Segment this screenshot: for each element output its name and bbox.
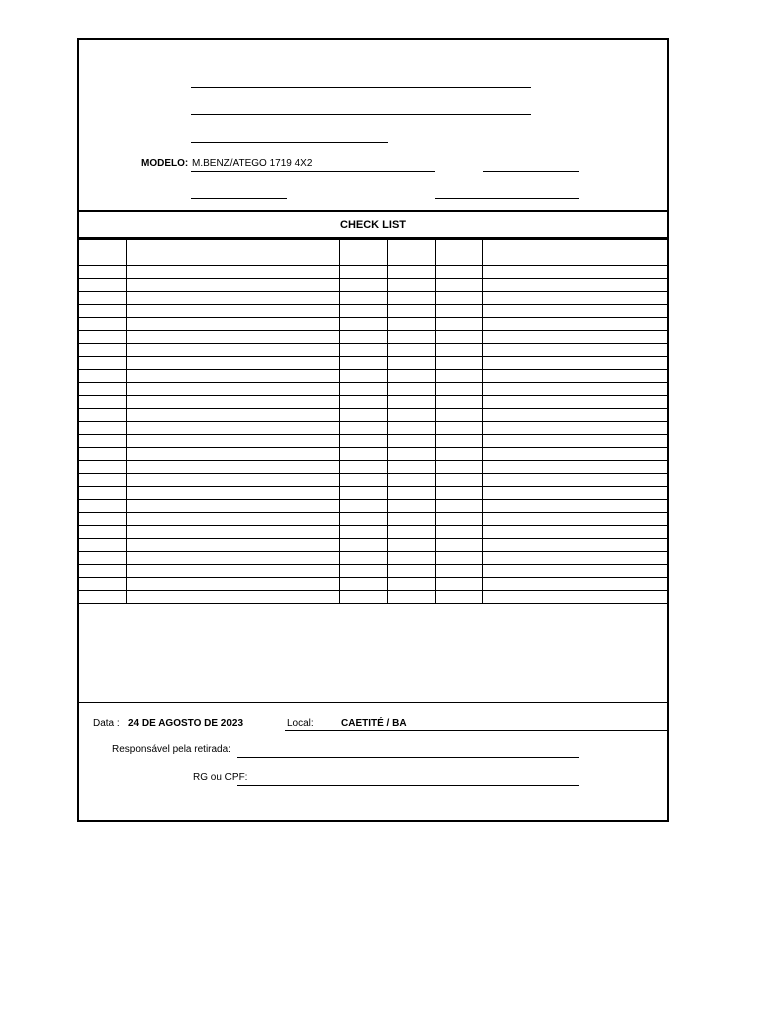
checklist-row	[79, 448, 667, 461]
checklist-cell[interactable]	[482, 500, 667, 513]
checklist-cell[interactable]	[387, 357, 435, 370]
checklist-row	[79, 396, 667, 409]
checklist-cell[interactable]	[387, 409, 435, 422]
checklist-cell[interactable]	[387, 383, 435, 396]
checklist-cell[interactable]	[482, 448, 667, 461]
checklist-cell[interactable]	[387, 552, 435, 565]
checklist-cell[interactable]	[435, 539, 482, 552]
checklist-cell[interactable]	[79, 331, 126, 344]
checklist-cell[interactable]	[126, 357, 339, 370]
checklist-cell[interactable]	[79, 435, 126, 448]
checklist-cell[interactable]	[126, 266, 339, 279]
checklist-cell[interactable]	[387, 565, 435, 578]
checklist-cell[interactable]	[435, 552, 482, 565]
checklist-cell[interactable]	[435, 422, 482, 435]
checklist-cell[interactable]	[482, 539, 667, 552]
header-blank-line-2	[191, 114, 531, 115]
checklist-row	[79, 357, 667, 370]
checklist-cell[interactable]	[387, 500, 435, 513]
data-value: 24 DE AGOSTO DE 2023	[128, 718, 244, 729]
checklist-cell[interactable]	[79, 383, 126, 396]
checklist-cell[interactable]	[435, 435, 482, 448]
checklist-cell[interactable]	[126, 591, 339, 604]
checklist-cell[interactable]	[126, 474, 339, 487]
checklist-cell[interactable]	[126, 292, 339, 305]
checklist-cell[interactable]	[79, 552, 126, 565]
checklist-cell[interactable]	[126, 305, 339, 318]
checklist-cell[interactable]	[79, 266, 126, 279]
checklist-cell[interactable]	[79, 448, 126, 461]
checklist-cell[interactable]	[126, 383, 339, 396]
checklist-cell[interactable]	[387, 344, 435, 357]
checklist-row	[79, 487, 667, 500]
checklist-cell[interactable]	[482, 474, 667, 487]
checklist-cell[interactable]	[79, 357, 126, 370]
checklist-cell[interactable]	[435, 266, 482, 279]
observations-bottom-rule	[79, 702, 667, 703]
checklist-cell[interactable]	[126, 370, 339, 383]
checklist-cell[interactable]	[435, 318, 482, 331]
checklist-cell[interactable]	[339, 578, 387, 591]
checklist-row	[79, 305, 667, 318]
checklist-header-row	[79, 240, 667, 266]
checklist-cell[interactable]	[79, 474, 126, 487]
checklist-header-cell	[482, 240, 667, 266]
checklist-cell[interactable]	[482, 279, 667, 292]
checklist-cell[interactable]	[79, 409, 126, 422]
checklist-cell[interactable]	[126, 526, 339, 539]
checklist-cell[interactable]	[387, 513, 435, 526]
checklist-cell[interactable]	[339, 305, 387, 318]
checklist-cell[interactable]	[482, 331, 667, 344]
checklist-row	[79, 513, 667, 526]
checklist-cell[interactable]	[79, 578, 126, 591]
checklist-row	[79, 578, 667, 591]
checklist-cell[interactable]	[482, 266, 667, 279]
checklist-row	[79, 409, 667, 422]
checklist-cell[interactable]	[79, 513, 126, 526]
checklist-cell[interactable]	[387, 487, 435, 500]
checklist-cell[interactable]	[482, 435, 667, 448]
checklist-cell[interactable]	[339, 539, 387, 552]
checklist-cell[interactable]	[79, 526, 126, 539]
checklist-cell[interactable]	[79, 318, 126, 331]
checklist-cell[interactable]	[387, 422, 435, 435]
checklist-cell[interactable]	[79, 591, 126, 604]
checklist-cell[interactable]	[482, 370, 667, 383]
checklist-row	[79, 370, 667, 383]
rg-cpf-label: RG ou CPF:	[193, 772, 248, 783]
checklist-row	[79, 565, 667, 578]
local-line	[285, 730, 669, 731]
checklist-cell[interactable]	[482, 591, 667, 604]
checklist-cell[interactable]	[339, 344, 387, 357]
checklist-cell[interactable]	[435, 331, 482, 344]
checklist-cell[interactable]	[79, 370, 126, 383]
checklist-cell[interactable]	[126, 422, 339, 435]
checklist-cell[interactable]	[126, 461, 339, 474]
checklist-cell[interactable]	[126, 513, 339, 526]
checklist-header-cell	[79, 240, 126, 266]
data-label: Data :	[93, 718, 120, 729]
checklist-cell[interactable]	[126, 435, 339, 448]
checklist-cell[interactable]	[339, 435, 387, 448]
header-blank-line-4	[483, 171, 579, 172]
checklist-row	[79, 422, 667, 435]
checklist-cell[interactable]	[435, 396, 482, 409]
checklist-cell[interactable]	[387, 539, 435, 552]
checklist-row	[79, 526, 667, 539]
checklist-cell[interactable]	[482, 409, 667, 422]
checklist-cell[interactable]	[79, 279, 126, 292]
checklist-cell[interactable]	[126, 318, 339, 331]
checklist-row	[79, 474, 667, 487]
checklist-cell[interactable]	[435, 487, 482, 500]
checklist-row	[79, 331, 667, 344]
checklist-cell[interactable]	[339, 292, 387, 305]
checklist-cell[interactable]	[79, 539, 126, 552]
checklist-cell[interactable]	[435, 383, 482, 396]
header-blank-line-3	[191, 142, 388, 143]
modelo-value: M.BENZ/ATEGO 1719 4X2	[192, 158, 313, 169]
checklist-cell[interactable]	[126, 279, 339, 292]
checklist-cell[interactable]	[435, 500, 482, 513]
checklist-cell[interactable]	[126, 409, 339, 422]
checklist-cell[interactable]	[339, 266, 387, 279]
checklist-cell[interactable]	[435, 474, 482, 487]
checklist-row	[79, 292, 667, 305]
checklist-cell[interactable]	[79, 396, 126, 409]
checklist-row	[79, 318, 667, 331]
checklist-cell[interactable]	[126, 565, 339, 578]
checklist-cell[interactable]	[126, 448, 339, 461]
checklist-cell[interactable]	[339, 474, 387, 487]
checklist-cell[interactable]	[482, 513, 667, 526]
checklist-cell[interactable]	[339, 448, 387, 461]
checklist-cell[interactable]	[339, 591, 387, 604]
checklist-row	[79, 461, 667, 474]
checklist-title: CHECK LIST	[340, 219, 406, 231]
checklist-header-cell	[126, 240, 339, 266]
checklist-cell[interactable]	[79, 487, 126, 500]
checklist-row	[79, 591, 667, 604]
checklist-row	[79, 266, 667, 279]
modelo-line	[191, 171, 435, 172]
checklist-cell[interactable]	[387, 305, 435, 318]
checklist-cell[interactable]	[482, 318, 667, 331]
checklist-cell[interactable]	[387, 578, 435, 591]
checklist-cell[interactable]	[387, 318, 435, 331]
checklist-cell[interactable]	[79, 305, 126, 318]
checklist-cell[interactable]	[482, 565, 667, 578]
checklist-cell[interactable]	[482, 578, 667, 591]
checklist-cell[interactable]	[339, 422, 387, 435]
checklist-cell[interactable]	[339, 500, 387, 513]
rg-cpf-field[interactable]	[237, 785, 579, 786]
checklist-cell[interactable]	[482, 552, 667, 565]
checklist-cell[interactable]	[339, 279, 387, 292]
checklist-cell[interactable]	[339, 331, 387, 344]
checklist-table	[79, 239, 667, 604]
checklist-cell[interactable]	[482, 422, 667, 435]
checklist-cell[interactable]	[482, 526, 667, 539]
local-label: Local:	[287, 718, 314, 729]
checklist-cell[interactable]	[387, 461, 435, 474]
checklist-cell[interactable]	[482, 383, 667, 396]
checklist-cell[interactable]	[387, 396, 435, 409]
checklist-cell[interactable]	[339, 552, 387, 565]
checklist-header-cell	[339, 240, 387, 266]
header-blank-line-6	[435, 198, 579, 199]
checklist-cell[interactable]	[339, 396, 387, 409]
checklist-cell[interactable]	[387, 331, 435, 344]
responsavel-field[interactable]	[237, 757, 579, 758]
checklist-header-cell	[435, 240, 482, 266]
checklist-cell[interactable]	[79, 422, 126, 435]
checklist-cell[interactable]	[126, 487, 339, 500]
checklist-row	[79, 383, 667, 396]
checklist-row	[79, 552, 667, 565]
checklist-cell[interactable]	[339, 383, 387, 396]
checklist-cell[interactable]	[435, 344, 482, 357]
document-sheet	[77, 38, 669, 822]
checklist-cell[interactable]	[387, 435, 435, 448]
checklist-cell[interactable]	[387, 279, 435, 292]
checklist-row	[79, 500, 667, 513]
header-blank-line-5	[191, 198, 287, 199]
checklist-cell[interactable]	[482, 344, 667, 357]
checklist-cell[interactable]	[339, 513, 387, 526]
responsavel-label: Responsável pela retirada:	[112, 744, 231, 755]
checklist-cell[interactable]	[435, 292, 482, 305]
checklist-cell[interactable]	[126, 552, 339, 565]
checklist-cell[interactable]	[435, 461, 482, 474]
checklist-cell[interactable]	[339, 565, 387, 578]
header-blank-line-1	[191, 87, 531, 88]
checklist-cell[interactable]	[339, 461, 387, 474]
modelo-label: MODELO:	[141, 158, 189, 169]
checklist-cell[interactable]	[126, 396, 339, 409]
checklist-cell[interactable]	[339, 370, 387, 383]
checklist-cell[interactable]	[435, 357, 482, 370]
checklist-cell[interactable]	[339, 357, 387, 370]
checklist-cell[interactable]	[435, 513, 482, 526]
checklist-cell[interactable]	[339, 487, 387, 500]
checklist-cell[interactable]	[79, 292, 126, 305]
checklist-cell[interactable]	[435, 305, 482, 318]
checklist-cell[interactable]	[126, 331, 339, 344]
checklist-header-cell	[387, 240, 435, 266]
checklist-cell[interactable]	[387, 591, 435, 604]
checklist-cell[interactable]	[482, 292, 667, 305]
checklist-cell[interactable]	[435, 370, 482, 383]
checklist-cell[interactable]	[387, 526, 435, 539]
checklist-cell[interactable]	[482, 461, 667, 474]
checklist-cell[interactable]	[435, 565, 482, 578]
checklist-cell[interactable]	[435, 591, 482, 604]
checklist-row	[79, 279, 667, 292]
checklist-cell[interactable]	[482, 357, 667, 370]
checklist-row	[79, 539, 667, 552]
checklist-cell[interactable]	[79, 344, 126, 357]
checklist-cell[interactable]	[126, 578, 339, 591]
checklist-cell[interactable]	[79, 461, 126, 474]
checklist-cell[interactable]	[339, 318, 387, 331]
checklist-cell[interactable]	[482, 305, 667, 318]
checklist-row	[79, 435, 667, 448]
checklist-cell[interactable]	[387, 292, 435, 305]
checklist-cell[interactable]	[482, 396, 667, 409]
checklist-cell[interactable]	[435, 526, 482, 539]
checklist-cell[interactable]	[387, 474, 435, 487]
checklist-cell[interactable]	[435, 279, 482, 292]
checklist-cell[interactable]	[387, 448, 435, 461]
checklist-cell[interactable]	[435, 578, 482, 591]
checklist-cell[interactable]	[339, 526, 387, 539]
checklist-cell[interactable]	[126, 344, 339, 357]
local-value: CAETITÉ / BA	[341, 718, 407, 729]
checklist-cell[interactable]	[339, 409, 387, 422]
checklist-cell[interactable]	[482, 487, 667, 500]
checklist-cell[interactable]	[126, 539, 339, 552]
checklist-cell[interactable]	[435, 409, 482, 422]
checklist-cell[interactable]	[79, 500, 126, 513]
checklist-row	[79, 344, 667, 357]
checklist-cell[interactable]	[79, 565, 126, 578]
checklist-cell[interactable]	[126, 500, 339, 513]
checklist-cell[interactable]	[387, 266, 435, 279]
checklist-cell[interactable]	[435, 448, 482, 461]
checklist-cell[interactable]	[387, 370, 435, 383]
